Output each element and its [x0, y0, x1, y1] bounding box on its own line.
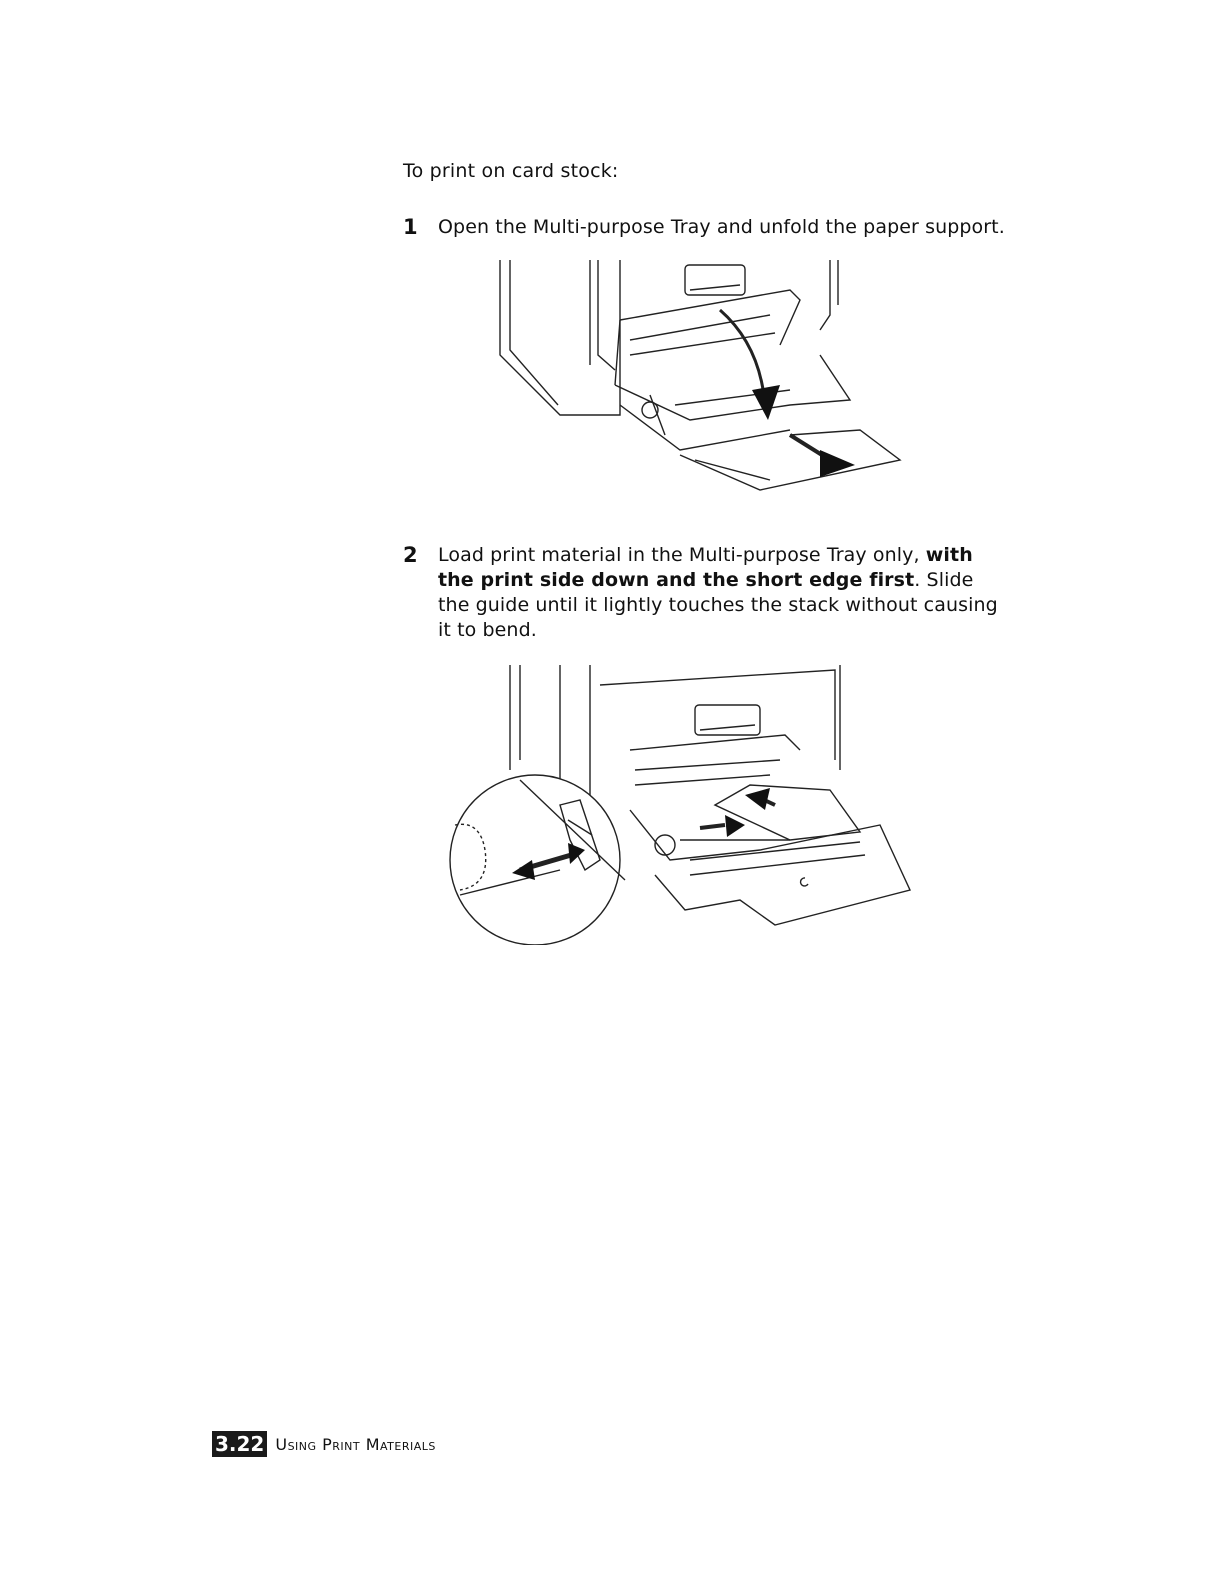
step-text-emphasis: with the print side down and the short edge first [438, 544, 973, 591]
step-text: Open the Multi-purpose Tray and unfold the paper support. [438, 216, 1005, 238]
printer-tray-open-illustration [490, 255, 910, 505]
printer-tray-guide-illustration [440, 660, 920, 945]
section-title: Using Print Materials [275, 1434, 436, 1454]
step-text [438, 543, 1008, 643]
page-footer [212, 1430, 436, 1458]
step-text-end: . Slide the guide until it lightly touches the stack without causing it to bend. [438, 569, 998, 641]
step-text-start: Load print material in the Multi-purpose Tray only, [438, 544, 926, 566]
step-number: 2 [403, 543, 418, 567]
step-number: 1 [403, 215, 418, 239]
intro-text: To print on card stock: [403, 160, 619, 182]
page-number: 3.22 [212, 1431, 267, 1457]
